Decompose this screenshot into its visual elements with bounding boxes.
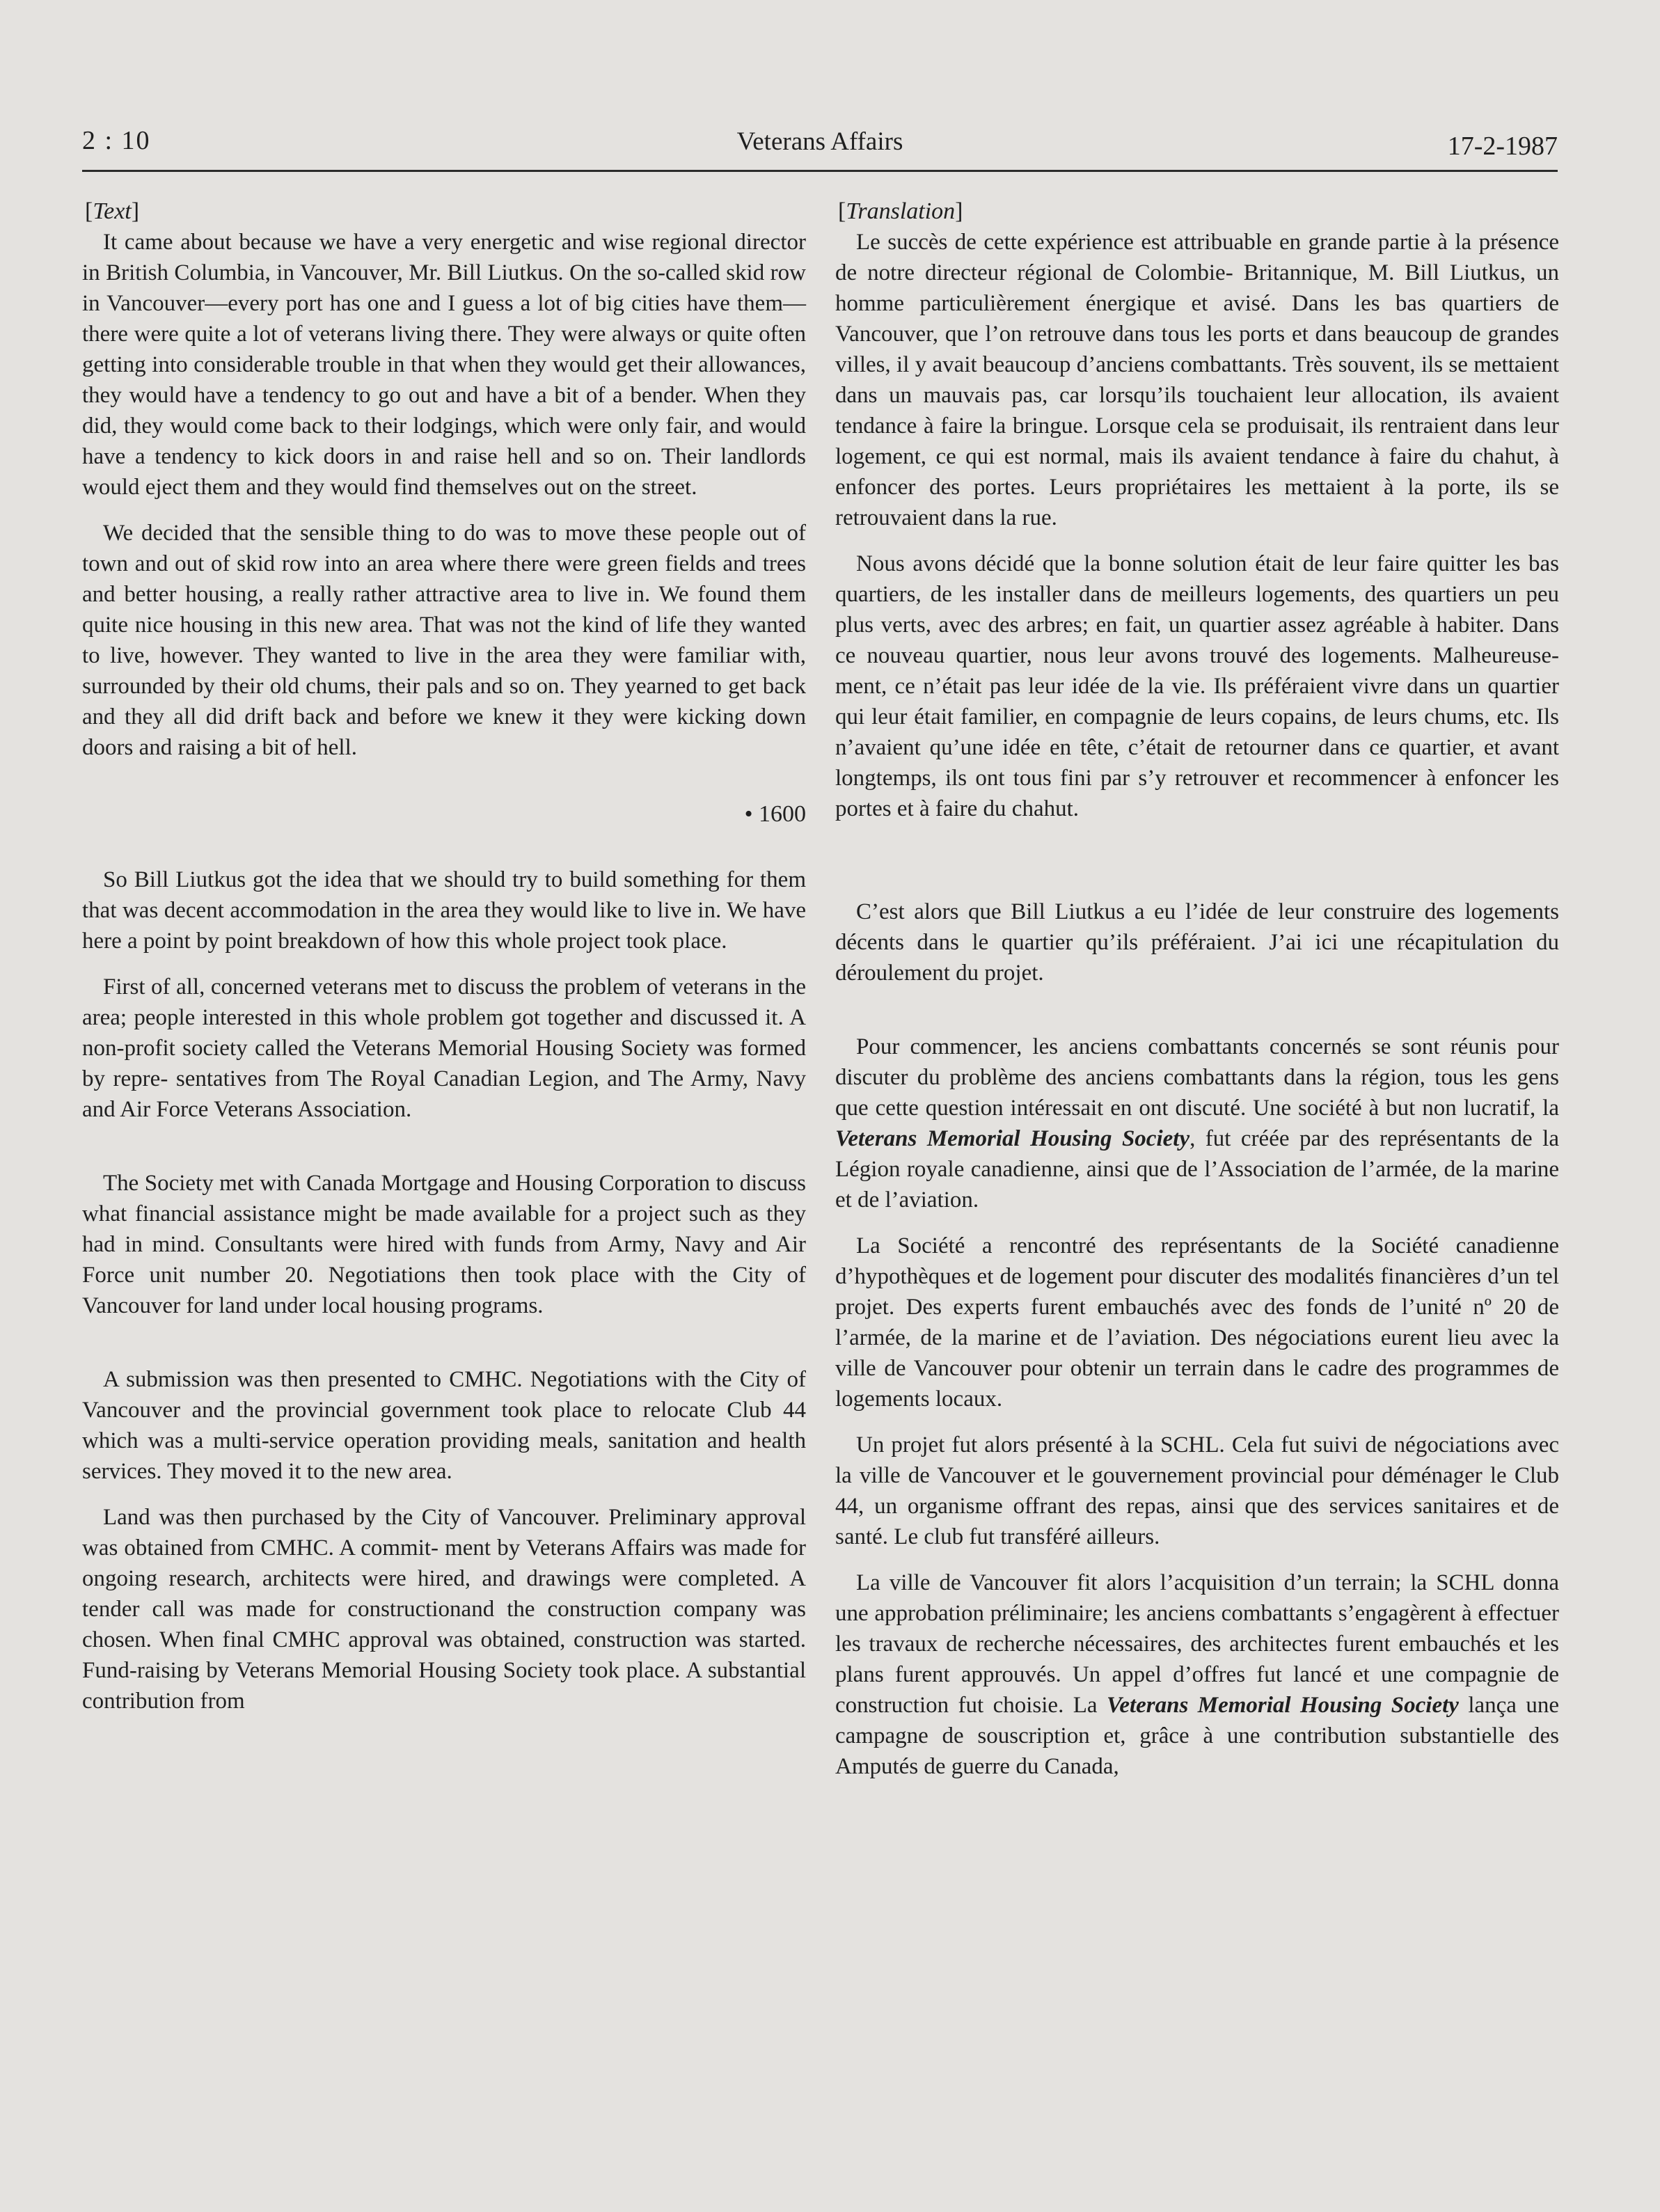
french-paragraph-7: La ville de Vancouver fit alors l’acquisition d’un terrain; la SCHL donna une approbation préliminaire; les anciens combattants s’engagèrent à effectuer les travaux de recherche nécessaires, des architectes furent embauchés et les plans furent approuvés. Un appel d’offres fut lancé et une compagnie de construction fut choisie. La Veterans Memorial Housing Society lança une campagne de souscription et, grâce à une contribution substantielle des Amputés de guerre du Canada, — [835, 1570, 1559, 1779]
text-label: [Text] — [85, 198, 140, 224]
french-paragraph-2: Nous avons décidé que la bonne solution était de leur faire quitter les bas quartiers, de les installer dans de meilleurs logements, des quartiers un peu plus verts, avec des arbres; en fait, un quartier assez agréable à habiter. Dans ce nouveau quartier, nous leur avons trouvé des logements. Malheureuse- ment, ce n’était pas leur idée de la vie. Ils préféraient vivre dans un quartier qui leur était familier, en compagnie de leurs copains, de leurs chums, etc. Ils n’avaient qu’une idée en tête, c’était de retourner dans ce quartier, et avant longtemps, ils ont tous fini par s’y retrouver et recommencer à enfoncer les portes et à faire du chahut. — [835, 551, 1559, 821]
french-paragraph-5: La Société a rencontré des représentants de la Société canadienne d’hypothèques et de logement pour discuter des modalités financières d’un tel projet. Des experts furent embauchés avec des fonds de l’unité nº 20 de l’armée, de la marine et de l’aviation. Des négociations eurent lieu avec la ville de Vancouver pour obtenir un terrain dans le cadre des programmes de logements locaux. — [835, 1233, 1559, 1412]
english-paragraph-6: A submission was then presented to CMHC. Negotiations with the City of Vancouver and the provincial government took place to relocate Club 44 which was a multi-service operation providing meals, sanitation and health services. They moved it to the new area. — [82, 1367, 806, 1484]
page-number: 2 : 10 — [82, 126, 151, 155]
page-header — [82, 120, 1558, 168]
society-name: Veterans Memorial Housing Society — [1106, 1693, 1459, 1718]
english-column — [82, 196, 806, 1716]
time-marker: • 1600 — [744, 801, 806, 827]
french-column — [835, 196, 1559, 1782]
english-paragraph-7: Land was then purchased by the City of Vancouver. Preliminary approval was obtained from CMHC. A commit- ment by Veterans Affairs was made for ongoing research, architects were hired, and drawings were completed. A tender call was made for constructionand the construction company was chosen. When final CMHC approval was obtained, construction was started. Fund-raising by Veterans Memorial Housing Society took place. A substantial contribution from — [82, 1505, 806, 1714]
english-paragraph-3: So Bill Liutkus got the idea that we should try to build something for them that was decent accommodation in the area they would like to live in. We have here a point by point breakdown of how this whole project took place. — [82, 867, 806, 954]
french-paragraph-4: Pour commencer, les anciens combattants concernés se sont réunis pour discuter du problème des anciens combattants dans la région, tous les gens que cette question intéressait en ont discuté. Une société à but non lucratif, la Veterans Memorial Housing Society, fut créée par des représentants de la Légion royale canadienne, ainsi que de l’Association de l’armée, de la marine et de l’aviation. — [835, 1034, 1559, 1212]
french-paragraph-3: C’est alors que Bill Liutkus a eu l’idée de leur construire des logements décents dans le quartier qu’ils préféraient. J’ai ici une récapitulation du déroulement du projet. — [835, 899, 1559, 986]
english-paragraph-2: We decided that the sensible thing to do was to move these people out of town and out of skid row into an area where there were green fields and trees and better housing, a really rather attractive area to live in. We found them quite nice housing in this new area. That was not the kind of life they wanted to live, however. They wanted to live in the area they were familiar with, surrounded by their old chums, their pals and so on. They yearned to get back and they all did drift back and before we knew it they were kicking down doors and raising a bit of hell. — [82, 521, 806, 760]
header-rule — [82, 170, 1558, 172]
english-paragraph-1: It came about because we have a very energetic and wise regional director in British Columbia, in Vancouver, Mr. Bill Liutkus. On the so-called skid row in Vancouver—every port has one and I guess a lot of big cities have them—there were quite a lot of veterans living there. They were always or quite often getting into considerable trouble in that when they would get their allowances, they would have a tendency to go out and have a bit of a bender. When they did, they would come back to their lodgings, which were only fair, and would have a tendency to kick doors in and raise hell and so on. Their landlords would eject them and they would find themselves out on the street. — [82, 230, 806, 500]
english-paragraph-5: The Society met with Canada Mortgage and Housing Corporation to discuss what financial assistance might be made available for a project such as they had in mind. Consultants were hired with funds from Army, Navy and Air Force unit number 20. Negotiations then took place with the City of Vancouver for land under local housing programs. — [82, 1171, 806, 1318]
publication-title: Veterans Affairs — [736, 127, 903, 156]
translation-label: [Translation] — [838, 198, 963, 224]
english-paragraph-4: First of all, concerned veterans met to discuss the problem of veterans in the area; people interested in this whole problem got together and discussed it. A non-profit society called the Veterans Memorial Housing Society was formed by repre- sentatives from The Royal Canadian Legion, and The Army, Navy and Air Force Veterans Association. — [82, 974, 806, 1122]
society-name: Veterans Memorial Housing Society — [835, 1126, 1190, 1151]
page-date: 17-2-1987 — [1447, 132, 1558, 161]
french-paragraph-1: Le succès de cette expérience est attribuable en grande partie à la présence de notre directeur régional de Colombie- Britannique, M. Bill Liutkus, un homme particulièrement énergique et avisé. Dans les bas quartiers de Vancouver, que l’on retrouve dans tous les ports et dans beaucoup de grandes villes, il y avait beaucoup d’anciens combattants. Très souvent, ils se mettaient dans un mauvais pas, car lorsqu’ils touchaient leur allocation, ils avaient tendance à faire la bringue. Lorsque cela se produisait, ils rentraient dans leur logement, ce qui est normal, mais ils avaient tendance à faire du chahut, à enfoncer des portes. Leurs propriétaires les mettaient à la porte, ils se retrouvaient dans la rue. — [835, 230, 1559, 530]
french-paragraph-6: Un projet fut alors présenté à la SCHL. Cela fut suivi de négociations avec la ville de Vancouver et le gouvernement provincial pour déménager le Club 44, un organisme offrant des repas, ainsi que des services sanitaires et de santé. Le club fut transféré ailleurs. — [835, 1432, 1559, 1549]
